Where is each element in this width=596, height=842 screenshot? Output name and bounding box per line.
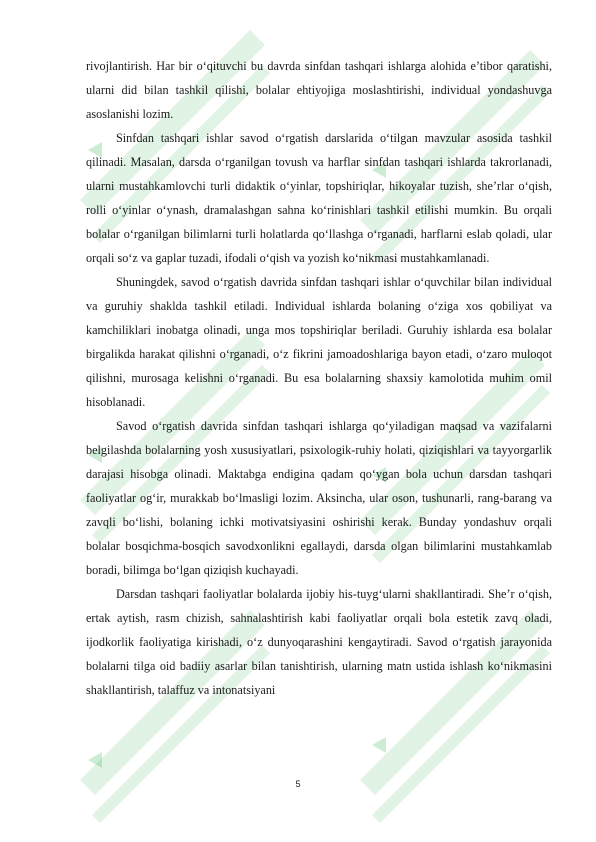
paragraph: Darsdan tashqari faoliyatlar bolalarda ijobiy his-tuyg‘ularni shakllantiradi. She’r o‘qish, ertak aytish, rasm chizish, sahnalashtirish kabi faoliyatlar orqali bola estetik zavq oladi, ijodkorlik faoliyatiga kirishadi, o‘z dunyoqarashini kengaytiradi. Savod o‘rgatish jarayonida bolalarni tilga oid badiiy asarlar bilan tanishtirish, ularning matn ustida ishlash ko‘nikmasini shakllantirish, talaffuz va intonatsiyani bbox=[86, 587, 552, 697]
watermark-logo-mark bbox=[372, 737, 386, 753]
document-body bbox=[86, 54, 552, 702]
paragraph: rivojlantirish. Har bir o‘qituvchi bu davrda sinfdan tashqari ishlarga alohida e’tibor qaratishi, ularni did bilan tashkil qilishi, bolalar ehtiyojiga moslashtirishi, individual yondashuvga asoslanishi lozim. bbox=[86, 59, 552, 121]
watermark-logo-mark bbox=[88, 752, 102, 768]
paragraph: Savod o‘rgatish davrida sinfdan tashqari ishlarga qo‘yiladigan maqsad va vazifalarni belgilashda bolalarning yosh xususiyatlari, psixologik-ruhiy holati, qiziqishlari va tayyorgarlik darajasi hisobga olinadi. Maktabga endigina qadam qo‘ygan bola uchun darsdan tashqari faoliyatlar og‘ir, murakkab bo‘lmasligi lozim. Aksincha, ular oson, tushunarli, rang-barang va zavqli bo‘lishi, bolaning ichki motivatsiyasini oshirishi kerak. Bunday yondashuv orqali bolalar bosqichma-bosqich savodxonlikni egallaydi, darsda olgan bilimlarini mustahkamlab boradi, bilimga bo‘lgan qiziqish kuchayadi. bbox=[86, 419, 552, 577]
paragraph: Sinfdan tashqari ishlar savod o‘rgatish darslarida o‘tilgan mavzular asosida tashkil qilinadi. Masalan, darsda o‘rganilgan tovush va harflar sinfdan tashqari ishlarda takrorlanadi, ularni mustahkamlovchi turli didaktik o‘yinlar, topshiriqlar, hikoyalar tuzish, she’rlar o‘qish, rolli o‘yinlar o‘ynash, dramalashgan sahna ko‘rinishlari tashkil etilishi mumkin. Bu orqali bolalar o‘rganilgan bilimlarni turli holatlarda qo‘llashga o‘rganadi, harflarni eslab qoladi, ular orqali so‘z va gaplar tuzadi, ifodali o‘qish va yozish ko‘nikmasi mustahkamlanadi. bbox=[86, 131, 552, 265]
page-number: 5 bbox=[295, 779, 301, 789]
paragraph: Shuningdek, savod o‘rgatish davrida sinfdan tashqari ishlar o‘quvchilar bilan individual va guruhiy shaklda tashkil etiladi. Individual ishlarda bolaning o‘ziga xos qobiliyat va kamchiliklari inobatga olinadi, unga mos topshiriqlar beriladi. Guruhiy ishlarda esa bolalar birgalikda harakat qilishni o‘rganadi, o‘z fikrini jamoadoshlariga bayon etadi, o‘zaro muloqot qilishni, murosaga kelishni o‘rganadi. Bu esa bolalarning shaxsiy kamolotida muhim omil hisoblanadi. bbox=[86, 275, 552, 409]
